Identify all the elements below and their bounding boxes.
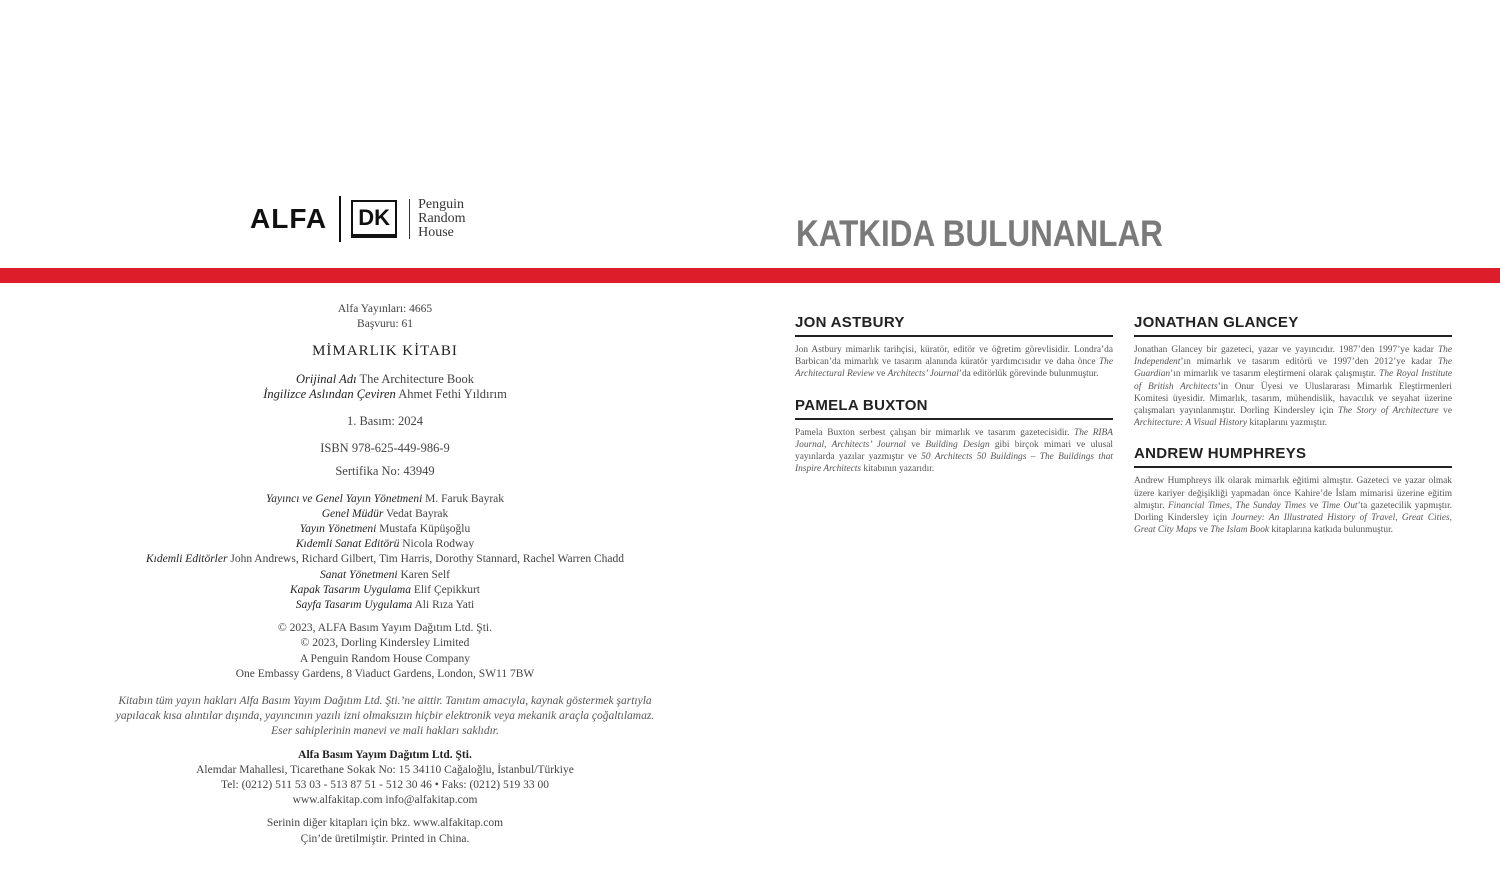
company-phone: Tel: (0212) 511 53 03 - 513 87 51 - 512 30 46 • Faks: (0212) 519 33 00 (221, 779, 549, 792)
original-title: Orijinal Adı The Architecture Book (296, 371, 474, 386)
contributor-name: ANDREW HUMPHREYS (1134, 445, 1452, 468)
credit-line: Kıdemli Sanat Editörü Nicola Rodway (295, 538, 475, 551)
company-address: Alemdar Mahallesi, Ticarethane Sokak No: 15 34110 Cağaloğlu, İstanbul/Türkiye (196, 763, 574, 776)
credit-line: Yayın Yönetmeni Mustafa Küpüşoğlu (299, 523, 471, 536)
penguin-random-house-logo (418, 198, 465, 240)
contributors-column-right (1134, 314, 1452, 552)
contributor-bio: Pamela Buxton serbest çalışan bir mimarlık ve tasarım gazetecisidir. The RIBA Journal, Architects’ Journal ve Building Design gibi birçok mimari ve ulusal yayınlarda yazılar yazmıştır ve 50 Architects 50 Buildings – The Buildings that Inspire Architects kitabının yazarıdır. (795, 427, 1114, 475)
dk-logo: DK (351, 200, 397, 238)
prh-line: Penguin (418, 197, 464, 212)
prh-line: House (418, 225, 454, 240)
credit-line: Kapak Tasarım Uygulama Elif Çepikkurt (290, 583, 480, 596)
copyright-line: © 2023, Dorling Kindersley Limited (300, 637, 470, 650)
prh-line: Random (418, 211, 466, 226)
copyright-line: © 2023, ALFA Basım Yayım Dağıtım Ltd. Şti. (278, 622, 492, 635)
contributors-column-left (795, 314, 1113, 491)
credit-line: Sayfa Tasarım Uygulama Ali Rıza Yati (295, 599, 475, 612)
logo-divider (409, 199, 410, 239)
copyright-line: One Embassy Gardens, 8 Viaduct Gardens, London, SW11 7BW (235, 667, 535, 680)
credit-line: Sanat Yönetmeni Karen Self (320, 568, 450, 581)
company-name: Alfa Basım Yayım Dağıtım Ltd. Şti. (298, 748, 472, 761)
series-note: Serinin diğer kitapları için bkz. www.alfakitap.com (266, 817, 504, 830)
contributor-bio: Jon Astbury mimarlık tarihçisi, küratör, editör ve öğretim görevlisidir. Londra’da Barbican’da mimarlık ve tasarım alanında küratör yardımcısıdır ve daha önce The Architectural Review ve Architects’ Journal’da editörlük görevinde bulunmuştur. (795, 345, 1113, 380)
book-title: MİMARLIK KİTABI (312, 343, 458, 360)
logo-divider (339, 196, 341, 242)
rights-notice: Kitabın tüm yayın hakları Alfa Basım Yayım Dağıtım Ltd. Şti.’ne aittir. Tanıtım amacıyla, kaynak göstermek şartıyla (118, 695, 652, 708)
translator: İngilizce Aslından Çeviren Ahmet Fethi Yıldırım (263, 386, 507, 401)
certificate: Sertifika No: 43949 (335, 464, 435, 479)
imprint-column (60, 302, 710, 847)
contributor-bio: Jonathan Glancey bir gazeteci, yazar ve yayıncıdır. 1987’den 1997’ye kadar The Independent’ın mimarlık ve tasarım editörü ve 1997’den 2012’ye kadar The Guardian’ın mimarlık ve tasarım eleştirmeni olarak çalışmıştır. The Royal Institute of British Architects’in Onur Üyesi ve Uluslararası Mimarlık Eleştirmenleri Komitesi üyesidir. Mimarlık, tasarım, mühendislik, havacılık ve seyahat üzerine çalışmaları yayınlanmıştır. Dorling Kindersley için The Story of Architecture ve Architecture: A Visual History kitaplarını yazmıştır. (1134, 345, 1453, 429)
page-title: KATKIDA BULUNANLAR (796, 213, 1163, 254)
contributor-name: JONATHAN GLANCEY (1134, 314, 1452, 337)
alfa-logo: ALFA (250, 203, 328, 234)
rights-notice: yapılacak kısa alıntılar dışında, yayıncının yazılı izni olmaksızın hiçbir elektronik veya mekanik araçla çoğaltılamaz. (115, 710, 655, 723)
basvuru: Başvuru: 61 (357, 318, 413, 331)
publisher-logo (250, 194, 466, 244)
printed-in: Çin’de üretilmiştir. Printed in China. (300, 832, 470, 845)
copyright-line: A Penguin Random House Company (300, 652, 470, 665)
contributor-name: JON ASTBURY (795, 314, 1113, 337)
company-web: www.alfakitap.com info@alfakitap.com (292, 794, 478, 807)
red-rule (0, 268, 1500, 283)
contributor-name: PAMELA BUXTON (795, 397, 1113, 420)
credit-line: Genel Müdür Vedat Bayrak (321, 507, 449, 520)
edition: 1. Basım: 2024 (346, 414, 424, 429)
isbn: ISBN 978-625-449-986-9 (320, 441, 450, 456)
credit-line: Yayıncı ve Genel Yayın Yönetmeni M. Faruk Bayrak (265, 492, 505, 505)
credit-line: Kıdemli Editörler John Andrews, Richard Gilbert, Tim Harris, Dorothy Stannard, Rachel Warren Chadd (146, 553, 624, 566)
series-number: Alfa Yayınları: 4665 (337, 303, 433, 315)
rights-notice: Eser sahiplerinin manevi ve mali hakları saklıdır. (271, 725, 499, 738)
contributor-bio: Andrew Humphreys ilk olarak mimarlık eğitimi almıştır. Gazeteci ve yazar olmak üzere kariyer değişikliği yapmadan önce Kahire’de İslam mimarisi üzerine eğitim almıştır. Financial Times, The Sunday Times ve Time Out’ta gazetecilik yapmıştır. Dorling Kindersley için Journey: An Illustrated History of Travel, Great Cities, Great City Maps ve The Islam Book kitaplarına katkıda bulunmuştur. (1134, 476, 1453, 536)
